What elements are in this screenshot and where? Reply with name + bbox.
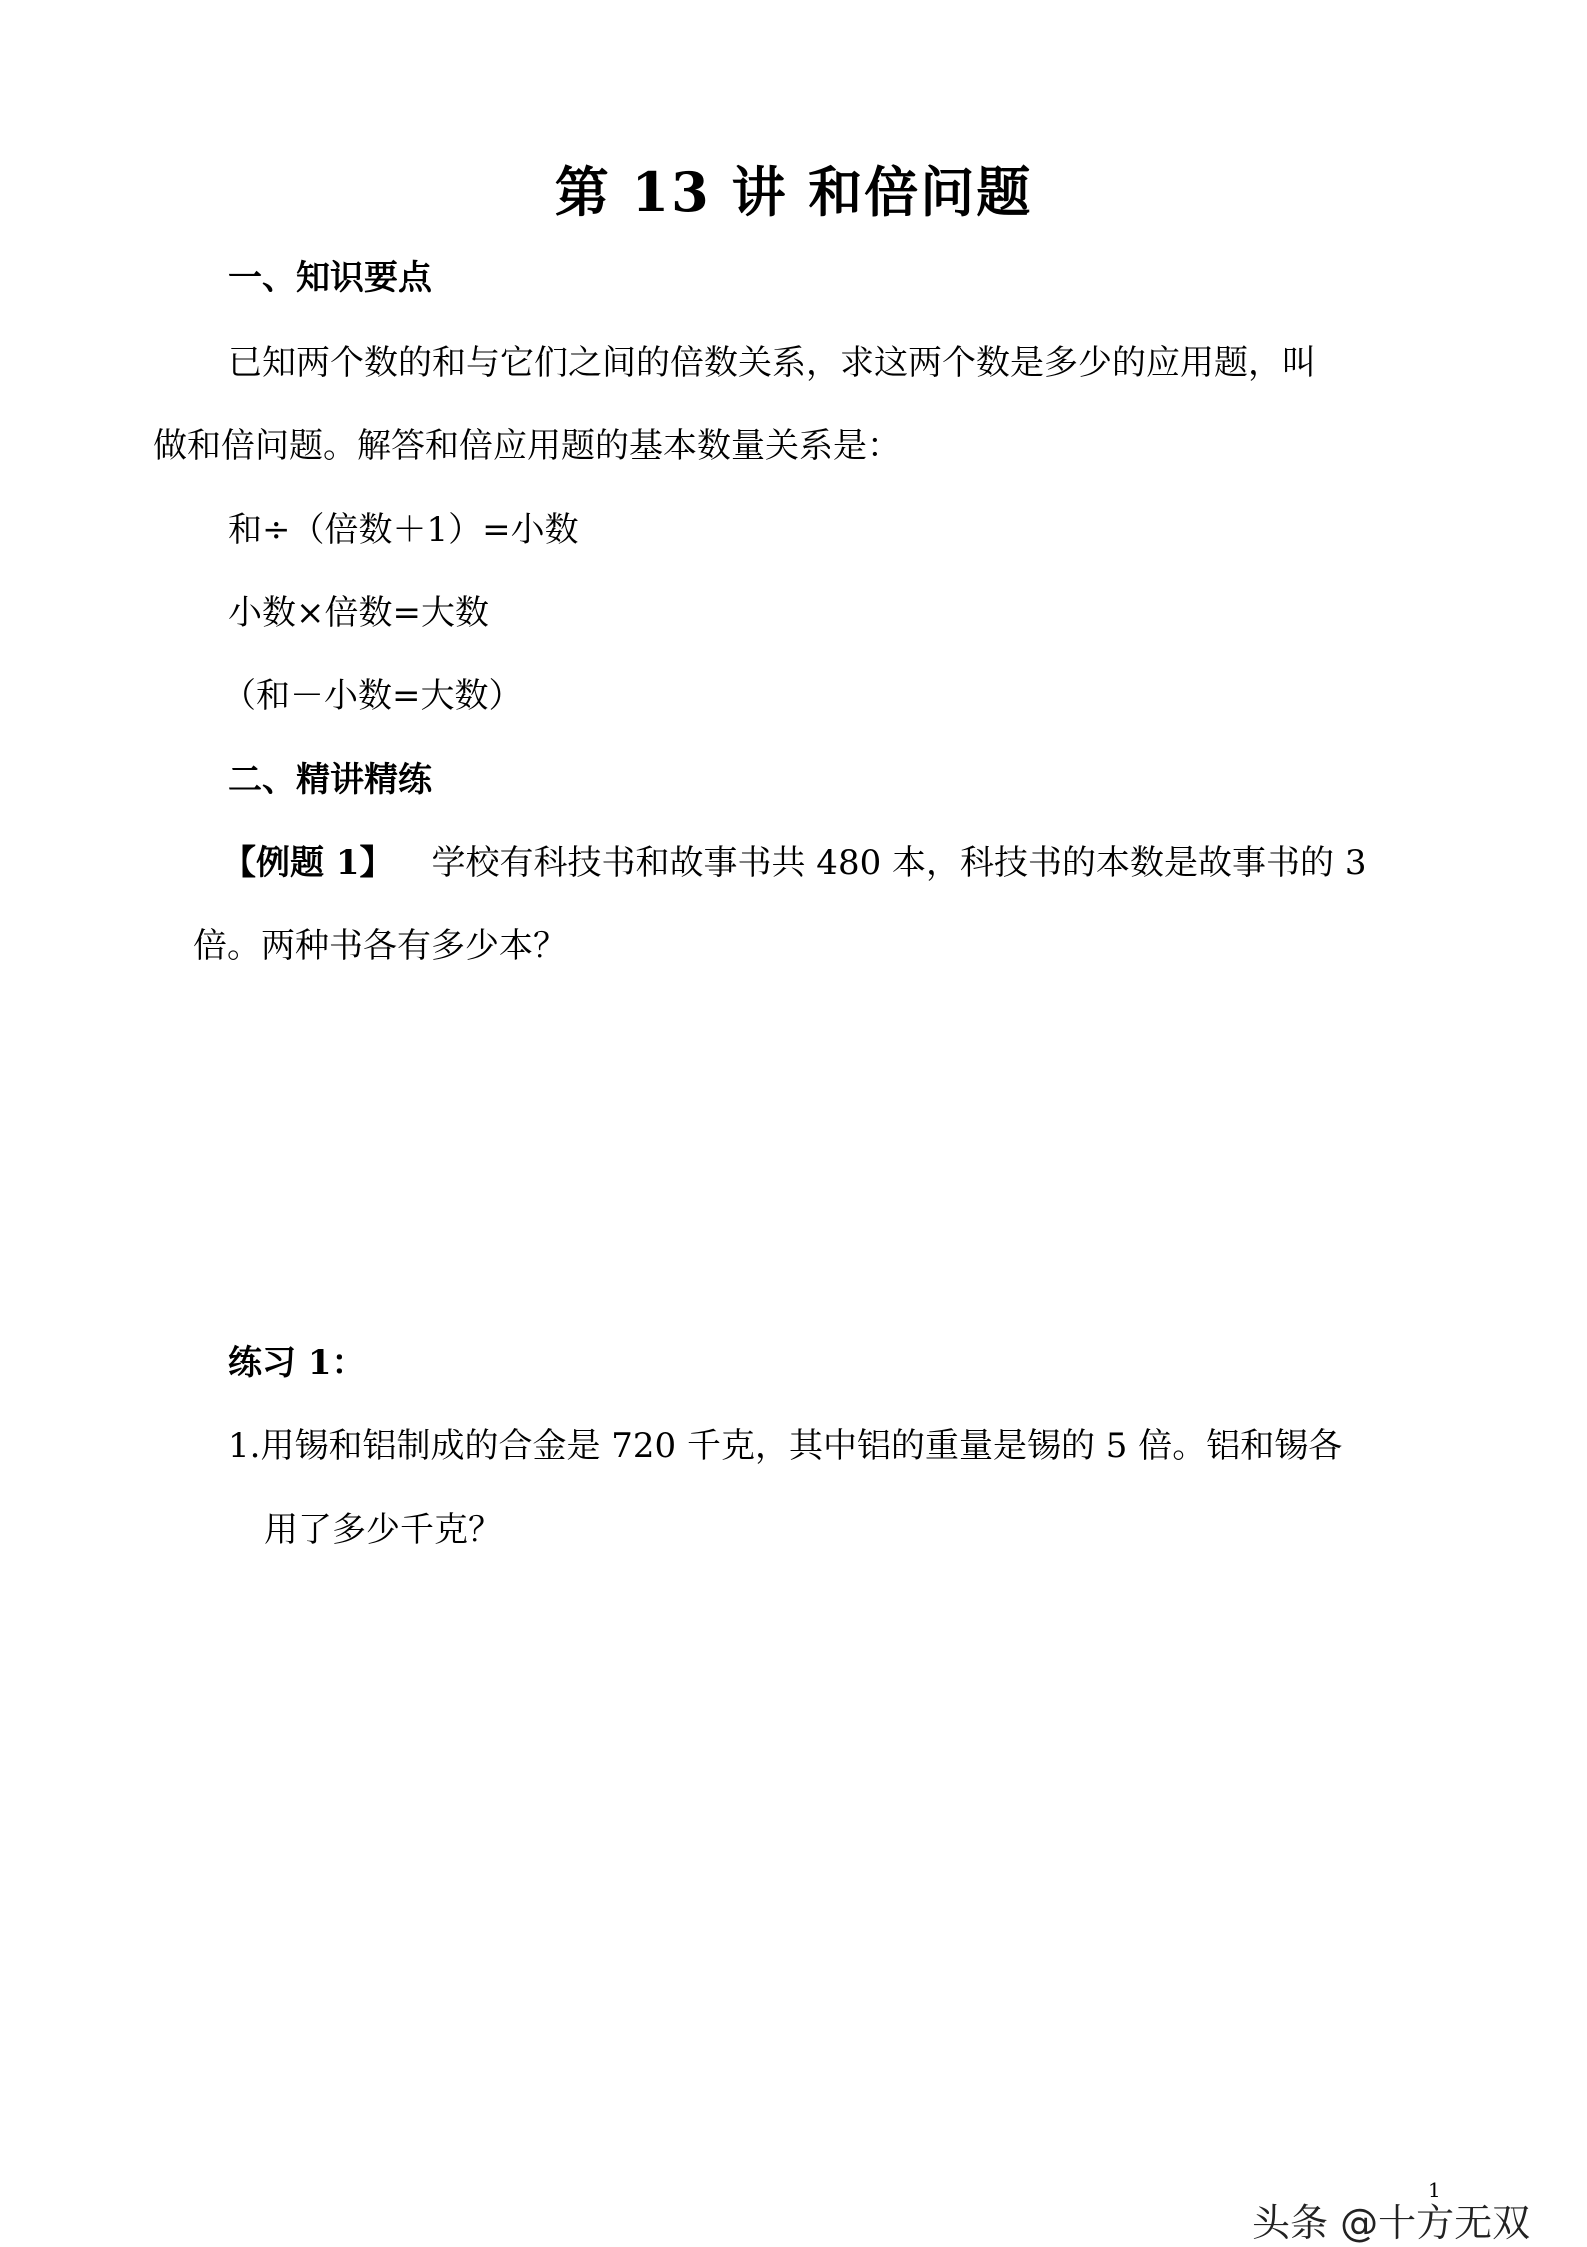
- formula-large-number: 小数×倍数=大数: [228, 593, 489, 633]
- formula-alternative: （和－小数=大数）: [222, 676, 523, 716]
- section-heading-practice: 二、精讲精练: [228, 760, 432, 800]
- watermark: 头条 @十方无双: [1252, 2201, 1531, 2245]
- practice-1-heading: 练习 1：: [228, 1343, 366, 1383]
- intro-paragraph-line1: 已知两个数的和与它们之间的倍数关系，求这两个数是多少的应用题，叫: [228, 343, 1316, 383]
- practice-item-1-line2: 用了多少千克？: [264, 1510, 502, 1550]
- page-number: 1: [1428, 2178, 1441, 2202]
- practice-item-1-line1: 1.用锡和铝制成的合金是 720 千克，其中铝的重量是锡的 5 倍。铝和锡各: [228, 1426, 1343, 1466]
- example-1-line2: 倍。两种书各有多少本？: [193, 926, 567, 966]
- section-heading-knowledge: 一、知识要点: [228, 258, 432, 298]
- example-1-label: 【例题 1】: [222, 843, 394, 883]
- formula-small-number: 和÷（倍数＋1）=小数: [228, 510, 579, 550]
- page-title: 第 13 讲 和倍问题: [554, 160, 1033, 224]
- example-1-text: 学校有科技书和故事书共 480 本，科技书的本数是故事书的 3: [431, 843, 1367, 883]
- intro-paragraph-line2: 做和倍问题。解答和倍应用题的基本数量关系是：: [153, 426, 901, 466]
- example-1-line1: [222, 835, 1366, 884]
